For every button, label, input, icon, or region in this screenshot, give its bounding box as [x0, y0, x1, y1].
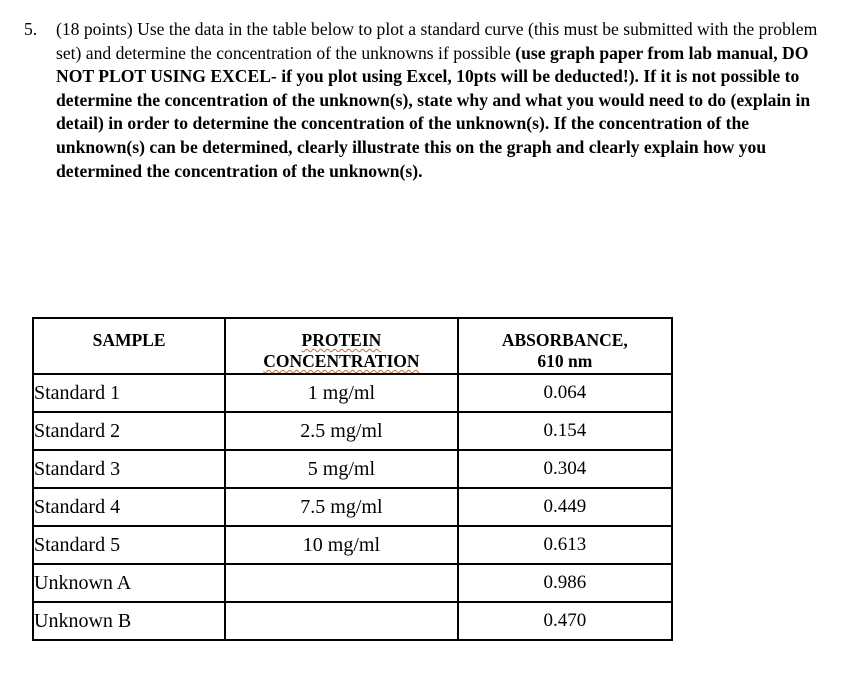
sample-cell: Unknown A: [33, 564, 225, 602]
question-bold-instructions: (use graph paper from lab manual, DO NOT PLOT USING EXCEL- if you plot using Excel, 10pts will be deducted!). If it is not possible to determine the concentration of the unknown(s), state why and what you would need to do (explain in detail) in order to determine the concentration of the unknown(s). If the concentration of the unknown(s) can be determined, clearly illustrate this on the graph and clearly explain how you determined the concentration of the unknown(s).: [56, 42, 811, 181]
question-intro: (18 points) Use the data in the table below to plot a standard curve (this must be submitted with the problem set) and determine the concentration of the unknowns if possible: [56, 19, 818, 63]
concentration-cell: 7.5 mg/ml: [225, 488, 457, 526]
table-row: [33, 450, 672, 488]
concentration-cell: 5 mg/ml: [225, 450, 457, 488]
table-row: [33, 564, 672, 602]
sample-cell: Standard 3: [33, 450, 225, 488]
header-absorbance-line2: 610 nm: [537, 351, 593, 371]
table-row: [33, 602, 672, 640]
sample-cell: Standard 1: [33, 374, 225, 412]
data-table: [32, 317, 673, 641]
sample-cell: Standard 4: [33, 488, 225, 526]
header-protein-concentration: [225, 318, 457, 374]
absorbance-cell: 0.613: [458, 526, 672, 564]
question-number: 5.: [24, 19, 38, 39]
header-concentration-line2: CONCENTRATION: [263, 351, 420, 371]
header-absorbance: [458, 318, 672, 374]
sample-cell: Standard 2: [33, 412, 225, 450]
concentration-cell: [225, 602, 457, 640]
sample-cell: Standard 5: [33, 526, 225, 564]
concentration-cell: [225, 564, 457, 602]
header-absorbance-line1: ABSORBANCE,: [501, 330, 628, 350]
header-concentration-line1: PROTEIN: [301, 330, 382, 350]
absorbance-cell: 0.449: [458, 488, 672, 526]
concentration-cell: 1 mg/ml: [225, 374, 457, 412]
question-text: [56, 18, 824, 183]
table-row: [33, 412, 672, 450]
table-row: [33, 526, 672, 564]
table-header-row: [33, 318, 672, 374]
sample-cell: Unknown B: [33, 602, 225, 640]
concentration-cell: 2.5 mg/ml: [225, 412, 457, 450]
absorbance-cell: 0.986: [458, 564, 672, 602]
absorbance-cell: 0.470: [458, 602, 672, 640]
absorbance-cell: 0.064: [458, 374, 672, 412]
absorbance-cell: 0.304: [458, 450, 672, 488]
table-row: [33, 488, 672, 526]
concentration-cell: 10 mg/ml: [225, 526, 457, 564]
question-block: [24, 18, 824, 183]
absorbance-cell: 0.154: [458, 412, 672, 450]
table-row: [33, 374, 672, 412]
header-sample: SAMPLE: [33, 318, 225, 374]
